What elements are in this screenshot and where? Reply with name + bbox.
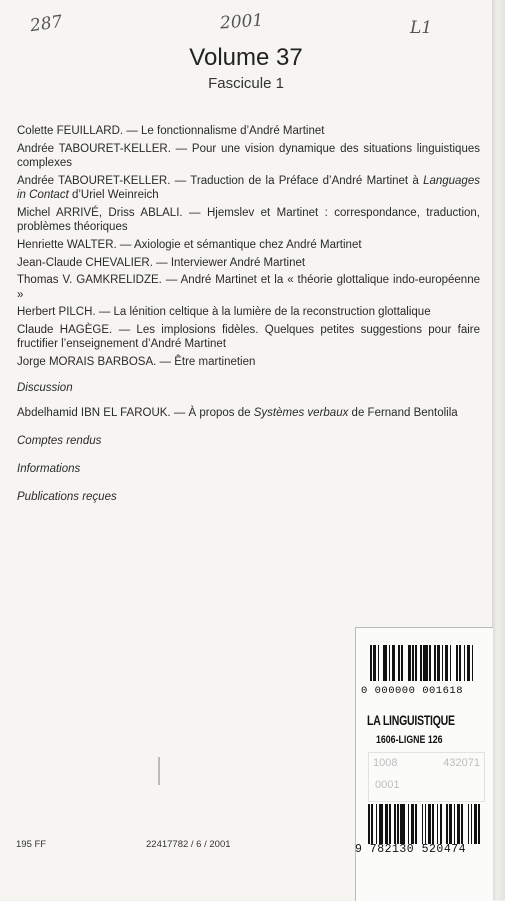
page-edge [492,0,505,900]
toc-entry: Herbert PILCH. — La lénition celtique à la lumière de la reconstruction glottalique [17,306,431,319]
section-heading-discussion: Discussion [17,382,73,395]
library-barcode [370,645,475,681]
toc-entry: Jean-Claude CHEVALIER. — Interviewer André Martinet [17,256,306,269]
volume-title: Volume 37 [189,44,303,71]
isbn-number: 9 782130 520474 [355,843,467,856]
section-heading-publications: Publications reçues [17,491,117,504]
library-barcode-number: 0 000000 001618 [361,685,464,697]
toc-entry: Andrée TABOURET-KELLER. — Traduction de la Préface d’André Martinet à Languages in Contact d’Uriel Weinreich [17,174,480,201]
handwritten-note-center: 2001 [219,10,264,34]
toc-entry: Colette FEUILLARD. — Le fonctionnalisme d’André Martinet [17,125,325,137]
pencil-mark [158,757,160,785]
label-journal-name: LA LINGUISTIQUE [367,712,455,728]
toc-entry: Michel ARRIVÉ, Driss ABLALI. — Hjemslev et Martinet : correspondance, traduction, problèmes théoriques [17,206,480,233]
faded-stamp: 1008 432071 0001 [368,752,485,802]
toc-entry: Thomas V. GAMKRELIDZE. — André Martinet et la « théorie glottalique indo-européenne » [17,274,480,301]
isbn-barcode [368,804,480,844]
handwritten-note-right: L1 [410,18,433,38]
section-heading-informations: Informations [17,463,81,475]
label-call-number: 1606-LIGNE 126 [376,734,443,746]
print-code: 22417782 / 6 / 2001 [146,839,231,850]
toc-entry: Andrée TABOURET-KELLER. — Pour une vision dynamique des situations linguistiques complexes [17,142,480,169]
fascicule-subtitle: Fascicule 1 [208,75,284,92]
handwritten-note-left: 287 [28,11,64,37]
section-heading-reviews: Comptes rendus [17,434,102,447]
toc-entry: Jorge MORAIS BARBOSA. — Être martinetien [17,356,256,369]
discussion-entry: Abdelhamid IBN EL FAROUK. — À propos de Systèmes verbaux de Fernand Bentolila [17,406,458,419]
table-of-contents [17,124,480,518]
toc-entry: Henriette WALTER. — Axiologie et sémantique chez André Martinet [17,238,362,251]
price: 195 FF [16,839,47,850]
toc-entry: Claude HAGÈGE. — Les implosions fidèles. Quelques petites suggestions pour faire fructifier l’enseignement d’André Martinet [17,324,481,351]
